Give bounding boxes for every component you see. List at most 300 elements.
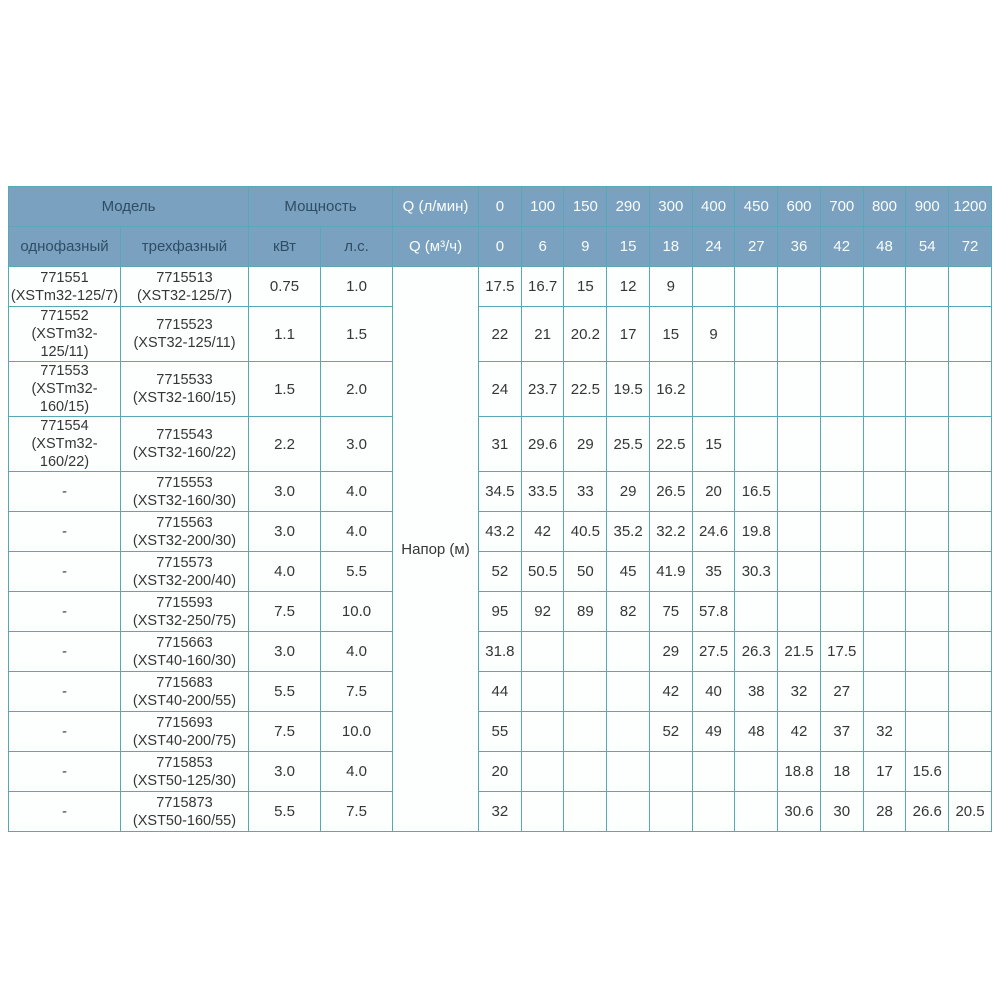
head-value: 42 (649, 672, 692, 712)
table-row (9, 672, 992, 712)
model-code: (XST32-250/75) (132, 612, 237, 629)
flow-lmin-value: 1200 (949, 187, 992, 227)
head-value (949, 712, 992, 752)
power-hp-value: 1.0 (321, 267, 393, 307)
model-number: 7715563 (156, 514, 213, 531)
table-row (9, 792, 992, 832)
three-phase-model (121, 672, 249, 712)
table-row (9, 362, 992, 417)
head-value (735, 307, 778, 362)
head-value: 26.3 (735, 632, 778, 672)
table-row (9, 512, 992, 552)
head-value: 17 (607, 307, 650, 362)
model-code: (XST32-125/7) (136, 287, 233, 304)
head-value (949, 752, 992, 792)
power-kw-value: 2.2 (249, 417, 321, 472)
flow-lmin-value: 290 (607, 187, 650, 227)
three-phase-model (121, 472, 249, 512)
head-value: 32 (778, 672, 821, 712)
head-value (649, 792, 692, 832)
head-value (863, 362, 906, 417)
head-value (820, 512, 863, 552)
model-number: 771553 (40, 363, 89, 379)
head-value (692, 792, 735, 832)
head-value (778, 592, 821, 632)
head-value: 95 (479, 592, 522, 632)
table-row (9, 417, 992, 472)
head-value (820, 592, 863, 632)
model-number: - (62, 563, 67, 580)
flow-lmin-value: 450 (735, 187, 778, 227)
head-value (735, 792, 778, 832)
model-code: (XSTm32-160/15) (31, 381, 98, 415)
head-value: 16.2 (649, 362, 692, 417)
power-hp-value: 7.5 (321, 672, 393, 712)
power-hp-value: 4.0 (321, 472, 393, 512)
head-value (906, 712, 949, 752)
head-value: 32.2 (649, 512, 692, 552)
head-value: 32 (479, 792, 522, 832)
three-phase-model (121, 267, 249, 307)
model-code: (XSTm32-125/11) (31, 326, 98, 360)
table-row (9, 712, 992, 752)
head-value (820, 552, 863, 592)
model-code: (XSTm32-125/7) (10, 287, 119, 304)
power-hp-value: 5.5 (321, 552, 393, 592)
head-value: 30 (820, 792, 863, 832)
head-value (949, 362, 992, 417)
table-body (9, 267, 992, 832)
pump-spec-table (8, 186, 992, 832)
head-value (949, 672, 992, 712)
kw-header: кВт (249, 227, 321, 267)
head-value (778, 417, 821, 472)
model-code: (XST32-160/15) (132, 390, 237, 406)
head-value (949, 417, 992, 472)
head-value (564, 752, 607, 792)
head-value (949, 632, 992, 672)
power-hp-value: 10.0 (321, 712, 393, 752)
flow-lmin-value: 100 (521, 187, 564, 227)
head-value (906, 472, 949, 512)
flow-lmin-value: 300 (649, 187, 692, 227)
head-value (735, 592, 778, 632)
head-value: 30.3 (735, 552, 778, 592)
three-phase-model (121, 512, 249, 552)
head-value (735, 417, 778, 472)
single-phase-header: однофазный (9, 227, 121, 267)
single-phase-model (9, 512, 121, 552)
power-kw-value: 5.5 (249, 792, 321, 832)
model-number: 7715573 (156, 554, 213, 571)
head-value: 21 (521, 307, 564, 362)
header-row-sub (9, 227, 992, 267)
head-value: 15 (692, 417, 735, 472)
power-header: Мощность (249, 187, 393, 227)
model-code: (XST40-200/55) (132, 692, 237, 709)
head-value (949, 592, 992, 632)
head-value: 26.6 (906, 792, 949, 832)
head-value: 29 (564, 417, 607, 472)
head-value: 16.7 (521, 267, 564, 307)
model-number: 7715663 (156, 634, 213, 651)
head-value: 52 (479, 552, 522, 592)
head-value (692, 362, 735, 417)
head-value (607, 712, 650, 752)
head-value: 34.5 (479, 472, 522, 512)
single-phase-model (9, 632, 121, 672)
model-code: (XST32-160/30) (132, 492, 237, 509)
head-value: 29 (607, 472, 650, 512)
power-kw-value: 1.1 (249, 307, 321, 362)
head-value: 75 (649, 592, 692, 632)
model-code: (XSTm32-160/22) (31, 436, 98, 470)
power-kw-value: 7.5 (249, 592, 321, 632)
flow-lmin-value: 900 (906, 187, 949, 227)
head-value: 38 (735, 672, 778, 712)
head-value: 22 (479, 307, 522, 362)
flow-m3h-header: Q (м³/ч) (393, 227, 479, 267)
head-value (863, 512, 906, 552)
head-value: 19.5 (607, 362, 650, 417)
head-value: 44 (479, 672, 522, 712)
model-number: - (62, 723, 67, 740)
head-value (778, 307, 821, 362)
model-number: 7715683 (156, 674, 213, 691)
head-value: 28 (863, 792, 906, 832)
head-value (906, 267, 949, 307)
head-value (906, 512, 949, 552)
flow-lmin-value: 150 (564, 187, 607, 227)
head-value (521, 672, 564, 712)
head-value: 37 (820, 712, 863, 752)
model-number: 7715543 (156, 427, 213, 443)
model-code: (XST32-125/11) (133, 335, 236, 351)
three-phase-model (121, 712, 249, 752)
model-number: 771554 (40, 418, 89, 434)
flow-m3h-value: 9 (564, 227, 607, 267)
flow-lmin-value: 400 (692, 187, 735, 227)
head-value: 15 (564, 267, 607, 307)
head-value: 15 (649, 307, 692, 362)
head-value: 25.5 (607, 417, 650, 472)
head-value: 45 (607, 552, 650, 592)
head-value (906, 672, 949, 712)
head-value: 52 (649, 712, 692, 752)
head-value (863, 417, 906, 472)
head-value (564, 792, 607, 832)
head-value: 33 (564, 472, 607, 512)
single-phase-model (9, 672, 121, 712)
flow-lmin-value: 800 (863, 187, 906, 227)
head-value: 42 (521, 512, 564, 552)
head-value (564, 672, 607, 712)
head-value: 29.6 (521, 417, 564, 472)
three-phase-model (121, 362, 249, 417)
three-phase-model (121, 307, 249, 362)
flow-m3h-value: 27 (735, 227, 778, 267)
head-value: 48 (735, 712, 778, 752)
three-phase-model (121, 632, 249, 672)
head-value: 31 (479, 417, 522, 472)
head-value (863, 592, 906, 632)
power-kw-value: 3.0 (249, 472, 321, 512)
head-value (778, 512, 821, 552)
model-number: - (62, 523, 67, 540)
head-value (949, 267, 992, 307)
single-phase-model (9, 267, 121, 307)
flow-lmin-value: 700 (820, 187, 863, 227)
power-hp-value: 4.0 (321, 632, 393, 672)
power-kw-value: 0.75 (249, 267, 321, 307)
power-kw-value: 3.0 (249, 752, 321, 792)
head-value: 49 (692, 712, 735, 752)
head-value (735, 267, 778, 307)
head-value (863, 267, 906, 307)
head-value (906, 592, 949, 632)
model-number: 7715593 (156, 594, 213, 611)
head-value (607, 792, 650, 832)
model-header: Модель (9, 187, 249, 227)
head-value (692, 267, 735, 307)
head-value: 24.6 (692, 512, 735, 552)
head-value (863, 672, 906, 712)
model-number: 7715523 (156, 317, 213, 333)
head-value (735, 752, 778, 792)
head-value (949, 512, 992, 552)
head-value (906, 362, 949, 417)
head-value: 31.8 (479, 632, 522, 672)
power-kw-value: 4.0 (249, 552, 321, 592)
power-kw-value: 3.0 (249, 632, 321, 672)
head-value (820, 472, 863, 512)
table-row (9, 552, 992, 592)
single-phase-model (9, 307, 121, 362)
single-phase-model (9, 712, 121, 752)
single-phase-model (9, 472, 121, 512)
head-value: 42 (778, 712, 821, 752)
head-value: 17.5 (820, 632, 863, 672)
head-value (906, 417, 949, 472)
model-code: (XST32-160/22) (132, 445, 237, 461)
flow-m3h-value: 0 (479, 227, 522, 267)
head-value: 9 (692, 307, 735, 362)
head-row-label: Напор (м) (393, 267, 479, 832)
model-code: (XST50-160/55) (132, 812, 237, 829)
flow-m3h-value: 6 (521, 227, 564, 267)
head-value: 33.5 (521, 472, 564, 512)
single-phase-model (9, 552, 121, 592)
model-number: - (62, 603, 67, 620)
flow-lmin-header: Q (л/мин) (393, 187, 479, 227)
head-value: 43.2 (479, 512, 522, 552)
head-value (521, 712, 564, 752)
model-number: 7715513 (156, 269, 213, 286)
model-number: - (62, 483, 67, 500)
head-value (521, 632, 564, 672)
table-row (9, 592, 992, 632)
power-hp-value: 4.0 (321, 512, 393, 552)
head-value (607, 752, 650, 792)
table-row (9, 632, 992, 672)
flow-m3h-value: 54 (906, 227, 949, 267)
head-value (778, 267, 821, 307)
head-value (863, 632, 906, 672)
head-value: 20 (479, 752, 522, 792)
head-value: 40.5 (564, 512, 607, 552)
model-number: - (62, 763, 67, 780)
table-row (9, 752, 992, 792)
model-number: 7715553 (156, 474, 213, 491)
head-value: 20.2 (564, 307, 607, 362)
head-value (521, 752, 564, 792)
flow-m3h-value: 48 (863, 227, 906, 267)
head-value (607, 672, 650, 712)
three-phase-model (121, 792, 249, 832)
head-value (949, 307, 992, 362)
model-code: (XST40-200/75) (132, 732, 237, 749)
head-value (649, 752, 692, 792)
model-code: (XST32-200/40) (132, 572, 237, 589)
flow-m3h-value: 42 (820, 227, 863, 267)
head-value: 18.8 (778, 752, 821, 792)
power-hp-value: 2.0 (321, 362, 393, 417)
model-code: (XST40-160/30) (132, 652, 237, 669)
head-value (778, 472, 821, 512)
three-phase-header: трехфазный (121, 227, 249, 267)
head-value: 24 (479, 362, 522, 417)
model-number: - (62, 683, 67, 700)
head-value: 92 (521, 592, 564, 632)
head-value: 23.7 (521, 362, 564, 417)
head-value (906, 552, 949, 592)
head-value: 32 (863, 712, 906, 752)
head-value: 27.5 (692, 632, 735, 672)
header-row-top (9, 187, 992, 227)
head-value: 21.5 (778, 632, 821, 672)
model-number: 7715693 (156, 714, 213, 731)
head-value (692, 752, 735, 792)
model-number: - (62, 643, 67, 660)
head-value: 41.9 (649, 552, 692, 592)
power-kw-value: 5.5 (249, 672, 321, 712)
power-kw-value: 1.5 (249, 362, 321, 417)
head-value (863, 552, 906, 592)
head-value (820, 417, 863, 472)
head-value: 20.5 (949, 792, 992, 832)
head-value: 40 (692, 672, 735, 712)
head-value: 35.2 (607, 512, 650, 552)
head-value (521, 792, 564, 832)
power-hp-value: 4.0 (321, 752, 393, 792)
single-phase-model (9, 592, 121, 632)
head-value: 55 (479, 712, 522, 752)
single-phase-model (9, 362, 121, 417)
three-phase-model (121, 552, 249, 592)
flow-m3h-value: 36 (778, 227, 821, 267)
model-number: - (62, 803, 67, 820)
head-value: 9 (649, 267, 692, 307)
head-value: 20 (692, 472, 735, 512)
head-value: 35 (692, 552, 735, 592)
flow-lmin-value: 600 (778, 187, 821, 227)
head-value: 26.5 (649, 472, 692, 512)
power-hp-value: 7.5 (321, 792, 393, 832)
head-value: 17 (863, 752, 906, 792)
head-value: 15.6 (906, 752, 949, 792)
model-number: 7715533 (156, 372, 213, 388)
single-phase-model (9, 417, 121, 472)
head-value: 22.5 (649, 417, 692, 472)
head-value: 27 (820, 672, 863, 712)
hp-header: л.с. (321, 227, 393, 267)
head-value (906, 307, 949, 362)
model-number: 7715853 (156, 754, 213, 771)
head-value: 50.5 (521, 552, 564, 592)
table-row (9, 267, 992, 307)
model-code: (XST50-125/30) (132, 772, 237, 789)
head-value: 22.5 (564, 362, 607, 417)
head-value (778, 362, 821, 417)
model-number: 7715873 (156, 794, 213, 811)
head-value (778, 552, 821, 592)
table-row (9, 472, 992, 512)
power-hp-value: 10.0 (321, 592, 393, 632)
head-value: 17.5 (479, 267, 522, 307)
head-value (906, 632, 949, 672)
single-phase-model (9, 792, 121, 832)
head-value: 57.8 (692, 592, 735, 632)
head-value (949, 552, 992, 592)
head-value (564, 712, 607, 752)
three-phase-model (121, 592, 249, 632)
head-value: 29 (649, 632, 692, 672)
model-code: (XST32-200/30) (132, 532, 237, 549)
flow-m3h-value: 18 (649, 227, 692, 267)
flow-m3h-value: 72 (949, 227, 992, 267)
head-value: 30.6 (778, 792, 821, 832)
table-header (9, 187, 992, 267)
head-value: 19.8 (735, 512, 778, 552)
power-hp-value: 1.5 (321, 307, 393, 362)
flow-m3h-value: 15 (607, 227, 650, 267)
head-value: 16.5 (735, 472, 778, 512)
three-phase-model (121, 417, 249, 472)
head-value (564, 632, 607, 672)
head-value: 50 (564, 552, 607, 592)
head-value (735, 362, 778, 417)
model-number: 771552 (40, 308, 89, 324)
three-phase-model (121, 752, 249, 792)
head-value: 18 (820, 752, 863, 792)
single-phase-model (9, 752, 121, 792)
head-value (863, 472, 906, 512)
power-kw-value: 7.5 (249, 712, 321, 752)
flow-lmin-value: 0 (479, 187, 522, 227)
head-value (607, 632, 650, 672)
head-value (820, 267, 863, 307)
head-value: 82 (607, 592, 650, 632)
head-value (820, 307, 863, 362)
head-value: 89 (564, 592, 607, 632)
head-value (949, 472, 992, 512)
table-row (9, 307, 992, 362)
power-kw-value: 3.0 (249, 512, 321, 552)
power-hp-value: 3.0 (321, 417, 393, 472)
head-value (863, 307, 906, 362)
flow-m3h-value: 24 (692, 227, 735, 267)
model-number: 771551 (40, 269, 89, 286)
